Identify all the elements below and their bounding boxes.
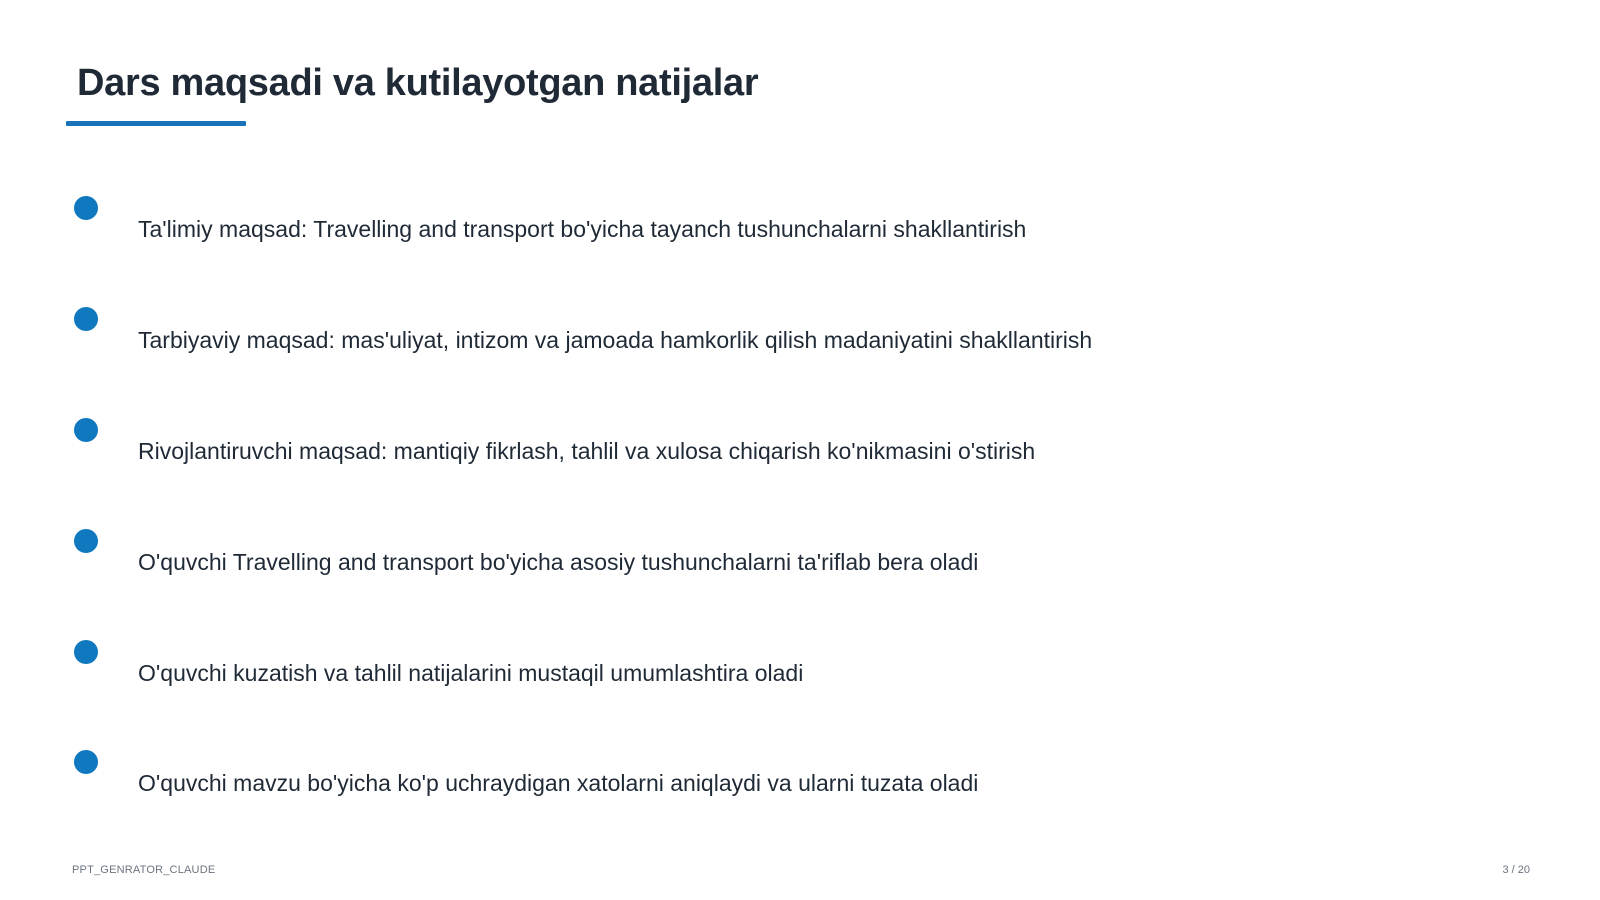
list-item xyxy=(0,307,1500,367)
bullet-text: O'quvchi mavzu bo'yicha ko'p uchraydigan xatolarni aniqlaydi va ularni tuzata oladi xyxy=(138,770,979,796)
list-item xyxy=(0,750,1500,810)
bullet-text: Tarbiyaviy maqsad: mas'uliyat, intizom va jamoada hamkorlik qilish madaniyatini shakllantirish xyxy=(138,327,1093,353)
bullet-dot-icon xyxy=(74,529,98,553)
list-item xyxy=(0,529,1500,589)
bullet-dot-icon xyxy=(74,196,98,220)
bullet-dot-icon xyxy=(74,750,98,774)
bullet-dot-icon xyxy=(74,418,98,442)
slide-title: Dars maqsadi va kutilayotgan natijalar xyxy=(77,62,759,104)
list-item xyxy=(0,640,1500,700)
bullet-text: O'quvchi Travelling and transport bo'yicha asosiy tushunchalarni ta'riflab bera oladi xyxy=(138,549,979,575)
list-item xyxy=(0,418,1500,478)
footer-brand: PPT_GENRATOR_CLAUDE xyxy=(72,864,216,876)
bullet-dot-icon xyxy=(74,640,98,664)
bullet-dot-icon xyxy=(74,307,98,331)
page-indicator: 3 / 20 xyxy=(1502,864,1530,876)
bullet-text: O'quvchi kuzatish va tahlil natijalarini mustaqil umumlashtira oladi xyxy=(138,660,804,686)
bullet-text: Ta'limiy maqsad: Travelling and transport bo'yicha tayanch tushunchalarni shakllantirish xyxy=(138,216,1027,242)
bullet-text: Rivojlantiruvchi maqsad: mantiqiy fikrlash, tahlil va xulosa chiqarish ko'nikmasini o'stirish xyxy=(138,438,1036,464)
list-item xyxy=(0,196,1500,256)
title-underline xyxy=(66,121,246,126)
